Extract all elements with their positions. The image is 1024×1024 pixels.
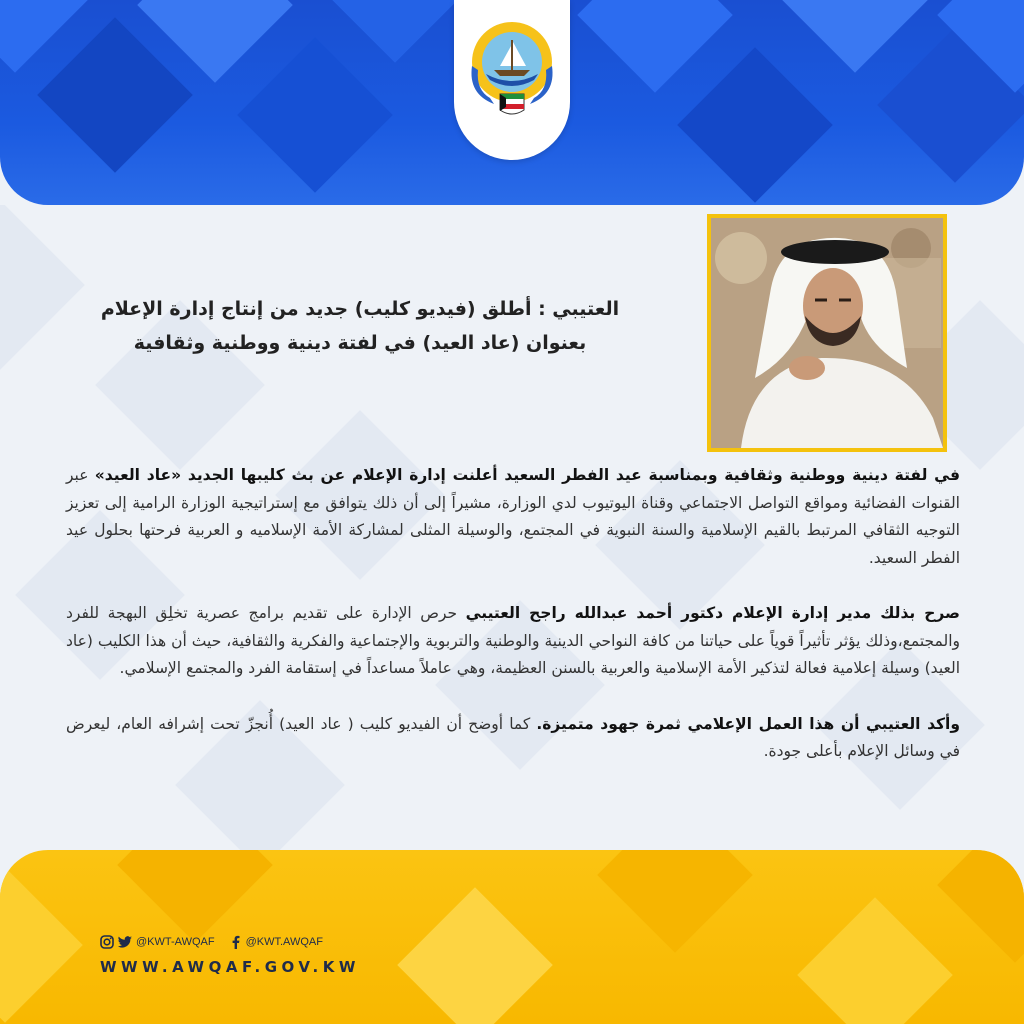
pattern-diamond (577, 0, 733, 93)
pattern-diamond (397, 887, 553, 1024)
paragraph-1-text: عبر القنوات الفضائية ومواقع التواصل الاجتماعي وقناة اليوتيوب لدي الوزارة، مشيراً إلى أن ذلك يتوافق مع إستراتيجية الوزارة الرامية إلى تعزيز التوجيه الثقافي المرتبط بالقيم الإسلامية والسنة النبوية في المجتمع، والوسيلة المثلى لمشاركة الأمة الإسلاميه و العربية فرحتها بحلول عيد الفطر السعيد. (66, 466, 960, 567)
paragraph-1 (66, 462, 960, 572)
paragraph-2-text: حرص الإدارة على تقديم برامج عصرية تخلِق البهجة للفرد والمجتمع،وذلك يؤثر تأثيراً قوياً على حياتنا من كافة النواحي الدينية والوطنية والتربوية والإجتماعية والفكرية والثقافية، حيث أن هذا الكليب (عاد العيد) وسيلة إعلامية فعالة لتذكير الأمة الإسلامية والعربية بالسنن العظيمة، وهي عاملاً مساعداً في إستقامة الفرد والمجتمع الإسلامي. (66, 604, 960, 677)
portrait-illustration (711, 218, 943, 448)
paragraph-1-lead: في لفتة دينية ووطنية وثقافية وبمناسبة عيد الفطر السعيد أعلنت إدارة الإعلام عن بث كليبها الجديد «عاد العيد» (94, 466, 960, 484)
pattern-diamond (597, 850, 753, 953)
paragraph-2-lead: صرح بذلك مدير إدارة الإعلام دكتور أحمد عبدالله راجح العتيبي (465, 604, 960, 622)
pattern-diamond (117, 850, 273, 943)
pattern-diamond (0, 867, 83, 1023)
headline-line-1: العتيبي : أطلق (فيديو كليب) جديد من إنتاج إدارة الإعلام (100, 298, 620, 320)
paragraph-2 (66, 600, 960, 683)
facebook-icon[interactable] (229, 935, 243, 949)
pattern-diamond (937, 850, 1024, 963)
social-handles (100, 935, 323, 949)
pattern-diamond (777, 0, 933, 73)
footer-banner (0, 850, 1024, 1024)
pattern-diamond (317, 0, 473, 63)
website-link[interactable]: WWW.AWQAF.GOV.KW (100, 958, 360, 976)
paragraph-3-lead: وأكد العتيبي أن هذا العمل الإعلامي ثمرة جهود متميزة. (536, 714, 960, 733)
instagram-twitter-handle[interactable]: @KWT-AWQAF (136, 936, 215, 948)
twitter-icon[interactable] (117, 935, 133, 949)
paragraph-3 (66, 711, 960, 766)
article-body (66, 462, 960, 794)
pattern-diamond (677, 47, 833, 203)
headline (60, 292, 660, 360)
ministry-logo (454, 0, 570, 160)
pattern-diamond (797, 897, 953, 1024)
paragraph-3-text: كما أوضح أن الفيديو كليب ( عاد العيد) أُنجزّ تحت إشرافه العام، ليعرض في وسائل الإعلام بأعلى جودة. (66, 714, 960, 760)
instagram-icon[interactable] (100, 935, 114, 949)
facebook-handle[interactable]: @KWT.AWQAF (245, 936, 323, 948)
emblem-icon (464, 14, 560, 144)
portrait-photo (707, 214, 947, 452)
pattern-diamond (37, 17, 193, 173)
header-banner (0, 0, 1024, 205)
headline-line-2: بعنوان (عاد العيد) في لفتة دينية ووطنية وثقافية (133, 332, 587, 354)
pattern-diamond (237, 37, 393, 193)
